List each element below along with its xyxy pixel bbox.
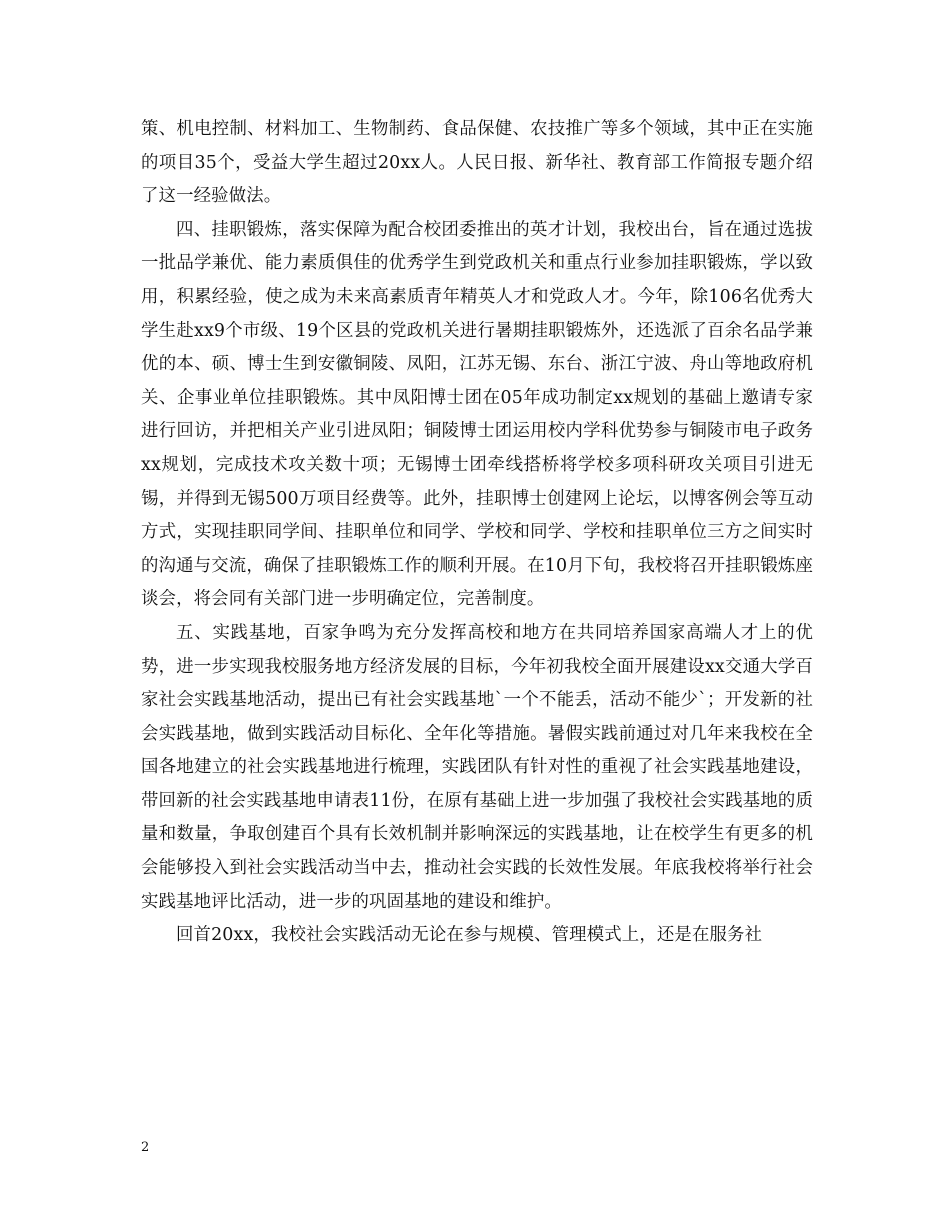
paragraph-practice-base: 五、实践基地，百家争鸣为充分发挥高校和地方在共同培养国家高端人才上的优势，进一步实现我校服务地方经济发展的目标，今年初我校全面开展建设xx交通大学百家社会实践基地活动，提出已有社会实践基地`一个不能丢，活动不能少`；开发新的社会实践基地，做到实践活动目标化、全年化等措施。暑假实践前通过对几年来我校在全国各地建立的社会实践基地进行梳理，实践团队有针对性的重视了社会实践基地建设，带回新的社会实践基地申请表11份，在原有基础上进一步加强了我校社会实践基地的质量和数量，争取创建百个具有长效机制并影响深远的实践基地，让在校学生有更多的机会能够投入到社会实践活动当中去，推动社会实践的长效性发展。年底我校将举行社会实践基地评比活动，进一步的巩固基地的建设和维护。 — [141, 622, 813, 912]
document-body — [141, 113, 813, 953]
page-number: 2 — [141, 1140, 150, 1155]
paragraph-review: 回首20xx，我校社会实践活动无论在参与规模、管理模式上，还是在服务社 — [176, 925, 763, 946]
paragraph-continuation: 策、机电控制、材料加工、生物制药、食品保健、农技推广等多个领域，其中正在实施的项目35个，受益大学生超过20xx人。人民日报、新华社、教育部工作简报专题介绍了这一经验做法。 — [141, 119, 813, 207]
paragraph-internship-training: 四、挂职锻炼，落实保障为配合校团委推出的英才计划，我校出台，旨在通过选拔一批品学兼优、能力素质俱佳的优秀学生到党政机关和重点行业参加挂职锻炼，学以致用，积累经验，使之成为未来高素质青年精英人才和党政人才。今年，除106名优秀大学生赴xx9个市级、19个区县的党政机关进行暑期挂职锻炼外，还选派了百余名品学兼优的本、硕、博士生到安徽铜陵、凤阳，江苏无锡、东台、浙江宁波、舟山等地政府机关、企事业单位挂职锻炼。其中凤阳博士团在05年成功制定xx规划的基础上邀请专家进行回访，并把相关产业引进凤阳；铜陵博士团运用校内学科优势参与铜陵市电子政务xx规划，完成技术攻关数十项；无锡博士团牵线搭桥将学校多项科研攻关项目引进无锡，并得到无锡500万项目经费等。此外，挂职博士创建网上论坛，以博客例会等互动方式，实现挂职同学间、挂职单位和同学、学校和同学、学校和挂职单位三方之间实时的沟通与交流，确保了挂职锻炼工作的顺利开展。在10月下旬，我校将召开挂职锻炼座谈会，将会同有关部门进一步明确定位，完善制度。 — [141, 219, 813, 610]
